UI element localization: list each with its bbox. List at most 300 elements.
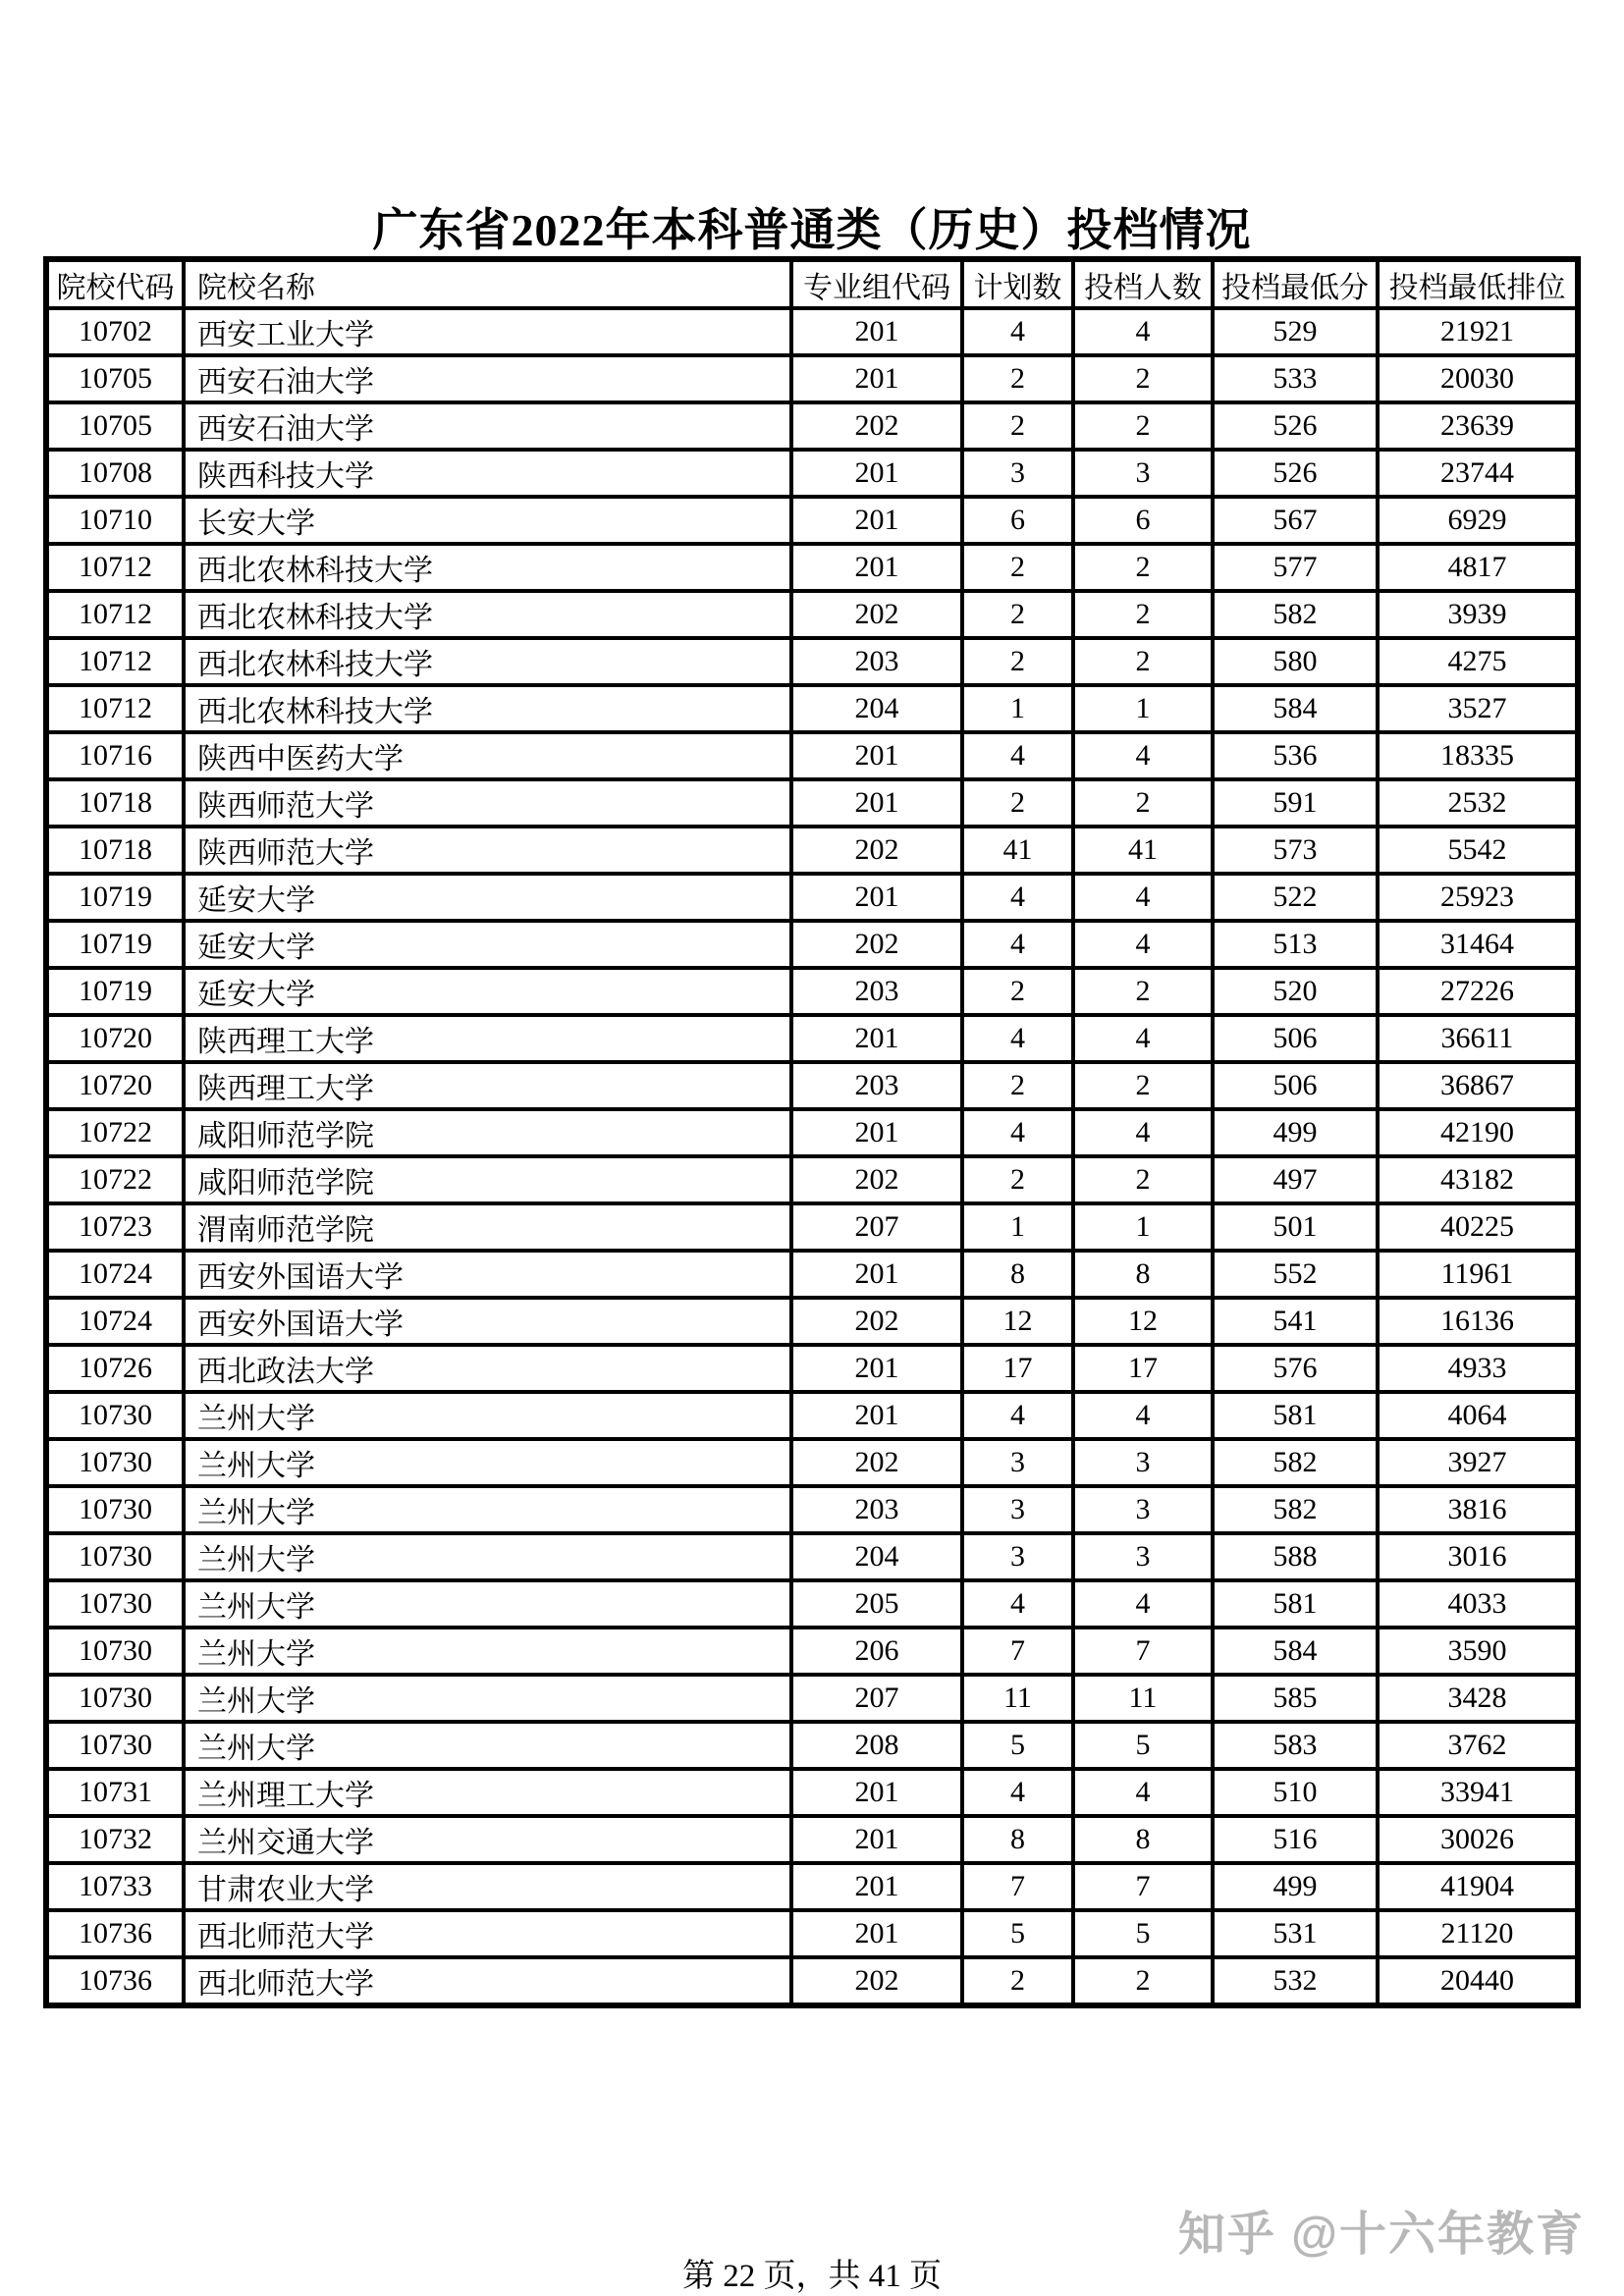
cell-applicant-count: 8: [1073, 1816, 1213, 1863]
cell-college-code: 10718: [46, 779, 184, 827]
cell-college-code: 10722: [46, 1156, 184, 1203]
table-row: [46, 968, 1578, 1015]
table-row: [46, 779, 1578, 827]
cell-major-group-code: 201: [791, 1910, 962, 1957]
cell-min-rank: 20030: [1378, 355, 1578, 402]
cell-min-rank: 41904: [1378, 1863, 1578, 1910]
cell-college-code: 10736: [46, 1910, 184, 1957]
cell-applicant-count: 6: [1073, 497, 1213, 544]
cell-plan-count: 2: [962, 1957, 1073, 2005]
cell-college-code: 10730: [46, 1533, 184, 1580]
cell-applicant-count: 3: [1073, 1486, 1213, 1533]
table-row: [46, 497, 1578, 544]
cell-college-name: 兰州大学: [184, 1392, 791, 1439]
cell-major-group-code: 201: [791, 1109, 962, 1156]
column-header-college-name: 院校名称: [184, 259, 791, 308]
cell-major-group-code: 201: [791, 544, 962, 591]
cell-min-score: 533: [1213, 355, 1378, 402]
table-row: [46, 1816, 1578, 1863]
cell-applicant-count: 2: [1073, 638, 1213, 685]
cell-min-rank: 4064: [1378, 1392, 1578, 1439]
cell-plan-count: 2: [962, 638, 1073, 685]
cell-applicant-count: 2: [1073, 1957, 1213, 2005]
cell-applicant-count: 12: [1073, 1298, 1213, 1345]
cell-min-score: 567: [1213, 497, 1378, 544]
cell-min-rank: 4033: [1378, 1580, 1578, 1628]
cell-plan-count: 4: [962, 1580, 1073, 1628]
cell-college-code: 10722: [46, 1109, 184, 1156]
cell-college-code: 10712: [46, 685, 184, 732]
cell-plan-count: 12: [962, 1298, 1073, 1345]
cell-min-rank: 11961: [1378, 1251, 1578, 1298]
cell-college-name: 延安大学: [184, 968, 791, 1015]
cell-min-score: 516: [1213, 1816, 1378, 1863]
table-row: [46, 544, 1578, 591]
cell-applicant-count: 4: [1073, 1109, 1213, 1156]
cell-college-name: 陕西科技大学: [184, 450, 791, 497]
cell-major-group-code: 202: [791, 921, 962, 968]
cell-plan-count: 1: [962, 1203, 1073, 1251]
cell-min-score: 577: [1213, 544, 1378, 591]
cell-plan-count: 4: [962, 1392, 1073, 1439]
cell-major-group-code: 203: [791, 1062, 962, 1109]
table-row: [46, 827, 1578, 874]
page-number: 第 22 页，共 41 页: [682, 2259, 942, 2294]
cell-major-group-code: 202: [791, 1957, 962, 2005]
cell-major-group-code: 203: [791, 1486, 962, 1533]
cell-min-rank: 3527: [1378, 685, 1578, 732]
cell-college-name: 陕西中医药大学: [184, 732, 791, 779]
cell-plan-count: 2: [962, 1062, 1073, 1109]
cell-major-group-code: 202: [791, 1439, 962, 1486]
cell-plan-count: 2: [962, 779, 1073, 827]
cell-plan-count: 4: [962, 732, 1073, 779]
cell-min-rank: 21120: [1378, 1910, 1578, 1957]
cell-min-score: 532: [1213, 1957, 1378, 2005]
cell-min-score: 506: [1213, 1062, 1378, 1109]
table-row: [46, 1109, 1578, 1156]
cell-applicant-count: 4: [1073, 1769, 1213, 1816]
cell-college-code: 10733: [46, 1863, 184, 1910]
cell-plan-count: 5: [962, 1722, 1073, 1769]
cell-min-rank: 42190: [1378, 1109, 1578, 1156]
cell-min-rank: 6929: [1378, 497, 1578, 544]
cell-major-group-code: 201: [791, 1392, 962, 1439]
cell-min-score: 513: [1213, 921, 1378, 968]
cell-major-group-code: 202: [791, 402, 962, 450]
cell-college-code: 10731: [46, 1769, 184, 1816]
cell-min-rank: 3762: [1378, 1722, 1578, 1769]
cell-min-rank: 21921: [1378, 308, 1578, 355]
cell-min-rank: 25923: [1378, 874, 1578, 921]
cell-min-score: 501: [1213, 1203, 1378, 1251]
table-row: [46, 1345, 1578, 1392]
cell-college-name: 西北师范大学: [184, 1910, 791, 1957]
cell-plan-count: 7: [962, 1628, 1073, 1675]
cell-plan-count: 8: [962, 1816, 1073, 1863]
cell-applicant-count: 3: [1073, 1533, 1213, 1580]
cell-min-rank: 4817: [1378, 544, 1578, 591]
cell-college-name: 西北农林科技大学: [184, 591, 791, 638]
cell-major-group-code: 202: [791, 1298, 962, 1345]
cell-min-score: 522: [1213, 874, 1378, 921]
table-row: [46, 1203, 1578, 1251]
cell-college-code: 10730: [46, 1392, 184, 1439]
cell-college-code: 10719: [46, 968, 184, 1015]
column-header-college-code: 院校代码: [46, 259, 184, 308]
cell-min-rank: 36611: [1378, 1015, 1578, 1062]
cell-college-name: 陕西理工大学: [184, 1015, 791, 1062]
cell-min-rank: 16136: [1378, 1298, 1578, 1345]
cell-plan-count: 4: [962, 1109, 1073, 1156]
cell-college-code: 10719: [46, 921, 184, 968]
cell-applicant-count: 17: [1073, 1345, 1213, 1392]
cell-major-group-code: 201: [791, 1816, 962, 1863]
cell-min-score: 583: [1213, 1722, 1378, 1769]
cell-plan-count: 2: [962, 402, 1073, 450]
cell-plan-count: 3: [962, 1439, 1073, 1486]
cell-min-rank: 20440: [1378, 1957, 1578, 2005]
table-row: [46, 1251, 1578, 1298]
cell-min-rank: 43182: [1378, 1156, 1578, 1203]
table-header-row: [46, 259, 1578, 308]
cell-plan-count: 2: [962, 1156, 1073, 1203]
cell-college-name: 兰州大学: [184, 1628, 791, 1675]
cell-college-code: 10712: [46, 591, 184, 638]
cell-min-rank: 3590: [1378, 1628, 1578, 1675]
cell-min-score: 526: [1213, 402, 1378, 450]
cell-major-group-code: 203: [791, 968, 962, 1015]
cell-applicant-count: 4: [1073, 1015, 1213, 1062]
cell-college-code: 10726: [46, 1345, 184, 1392]
cell-college-code: 10724: [46, 1251, 184, 1298]
cell-plan-count: 2: [962, 355, 1073, 402]
table-row: [46, 638, 1578, 685]
cell-min-score: 584: [1213, 1628, 1378, 1675]
cell-min-score: 582: [1213, 1439, 1378, 1486]
cell-applicant-count: 1: [1073, 685, 1213, 732]
cell-major-group-code: 201: [791, 1251, 962, 1298]
cell-major-group-code: 201: [791, 1015, 962, 1062]
cell-college-name: 渭南师范学院: [184, 1203, 791, 1251]
cell-min-score: 580: [1213, 638, 1378, 685]
cell-plan-count: 2: [962, 544, 1073, 591]
table-row: [46, 1533, 1578, 1580]
cell-college-code: 10730: [46, 1628, 184, 1675]
cell-min-score: 591: [1213, 779, 1378, 827]
cell-min-rank: 3816: [1378, 1486, 1578, 1533]
cell-applicant-count: 2: [1073, 402, 1213, 450]
cell-college-code: 10702: [46, 308, 184, 355]
cell-college-code: 10730: [46, 1439, 184, 1486]
cell-applicant-count: 11: [1073, 1675, 1213, 1722]
cell-college-name: 西北师范大学: [184, 1957, 791, 2005]
cell-applicant-count: 41: [1073, 827, 1213, 874]
cell-plan-count: 6: [962, 497, 1073, 544]
cell-plan-count: 2: [962, 591, 1073, 638]
cell-college-name: 西安外国语大学: [184, 1298, 791, 1345]
cell-college-code: 10724: [46, 1298, 184, 1345]
cell-college-name: 兰州理工大学: [184, 1769, 791, 1816]
cell-major-group-code: 204: [791, 685, 962, 732]
cell-applicant-count: 2: [1073, 544, 1213, 591]
cell-min-score: 541: [1213, 1298, 1378, 1345]
table-row: [46, 402, 1578, 450]
watermark: 知乎 @十六年教育: [1177, 2209, 1585, 2261]
cell-college-name: 西北农林科技大学: [184, 685, 791, 732]
cell-major-group-code: 201: [791, 1345, 962, 1392]
cell-min-score: 581: [1213, 1580, 1378, 1628]
table-row: [46, 1722, 1578, 1769]
cell-major-group-code: 202: [791, 1156, 962, 1203]
cell-plan-count: 3: [962, 1533, 1073, 1580]
cell-plan-count: 4: [962, 921, 1073, 968]
cell-college-name: 兰州大学: [184, 1580, 791, 1628]
cell-college-name: 西北政法大学: [184, 1345, 791, 1392]
cell-college-name: 西安石油大学: [184, 355, 791, 402]
cell-min-rank: 2532: [1378, 779, 1578, 827]
cell-plan-count: 4: [962, 308, 1073, 355]
table-row: [46, 1439, 1578, 1486]
cell-min-score: 520: [1213, 968, 1378, 1015]
table-row: [46, 1863, 1578, 1910]
table-row: [46, 1628, 1578, 1675]
cell-applicant-count: 2: [1073, 1156, 1213, 1203]
cell-applicant-count: 4: [1073, 308, 1213, 355]
cell-min-score: 499: [1213, 1109, 1378, 1156]
cell-college-code: 10719: [46, 874, 184, 921]
cell-min-score: 552: [1213, 1251, 1378, 1298]
column-header-applicant-count: 投档人数: [1073, 259, 1213, 308]
cell-min-score: 582: [1213, 591, 1378, 638]
cell-college-name: 西北农林科技大学: [184, 638, 791, 685]
cell-applicant-count: 3: [1073, 450, 1213, 497]
column-header-min-rank: 投档最低排位: [1378, 259, 1578, 308]
cell-plan-count: 8: [962, 1251, 1073, 1298]
cell-plan-count: 5: [962, 1910, 1073, 1957]
table-row: [46, 1062, 1578, 1109]
cell-college-name: 延安大学: [184, 921, 791, 968]
cell-min-score: 581: [1213, 1392, 1378, 1439]
cell-college-name: 兰州大学: [184, 1675, 791, 1722]
cell-major-group-code: 202: [791, 591, 962, 638]
cell-major-group-code: 206: [791, 1628, 962, 1675]
cell-major-group-code: 201: [791, 355, 962, 402]
cell-plan-count: 7: [962, 1863, 1073, 1910]
cell-applicant-count: 4: [1073, 1392, 1213, 1439]
cell-applicant-count: 2: [1073, 779, 1213, 827]
cell-college-code: 10723: [46, 1203, 184, 1251]
table-row: [46, 450, 1578, 497]
cell-major-group-code: 208: [791, 1722, 962, 1769]
cell-college-code: 10736: [46, 1957, 184, 2005]
cell-applicant-count: 2: [1073, 591, 1213, 638]
cell-college-code: 10712: [46, 638, 184, 685]
cell-min-rank: 4275: [1378, 638, 1578, 685]
cell-min-rank: 36867: [1378, 1062, 1578, 1109]
cell-college-name: 陕西理工大学: [184, 1062, 791, 1109]
cell-major-group-code: 201: [791, 497, 962, 544]
cell-min-score: 584: [1213, 685, 1378, 732]
cell-min-score: 536: [1213, 732, 1378, 779]
table-row: [46, 1675, 1578, 1722]
cell-college-code: 10718: [46, 827, 184, 874]
table-row: [46, 685, 1578, 732]
table-row: [46, 1156, 1578, 1203]
cell-applicant-count: 2: [1073, 355, 1213, 402]
cell-college-name: 咸阳师范学院: [184, 1156, 791, 1203]
cell-major-group-code: 207: [791, 1675, 962, 1722]
cell-applicant-count: 4: [1073, 874, 1213, 921]
cell-college-name: 西安石油大学: [184, 402, 791, 450]
cell-college-name: 兰州大学: [184, 1722, 791, 1769]
column-header-plan-count: 计划数: [962, 259, 1073, 308]
table-row: [46, 1392, 1578, 1439]
cell-major-group-code: 201: [791, 1863, 962, 1910]
cell-college-code: 10730: [46, 1722, 184, 1769]
table-row: [46, 1957, 1578, 2005]
cell-min-score: 531: [1213, 1910, 1378, 1957]
cell-college-name: 兰州交通大学: [184, 1816, 791, 1863]
cell-plan-count: 3: [962, 450, 1073, 497]
cell-applicant-count: 1: [1073, 1203, 1213, 1251]
cell-college-name: 兰州大学: [184, 1486, 791, 1533]
cell-applicant-count: 3: [1073, 1439, 1213, 1486]
cell-applicant-count: 4: [1073, 732, 1213, 779]
cell-applicant-count: 5: [1073, 1910, 1213, 1957]
cell-applicant-count: 8: [1073, 1251, 1213, 1298]
table-row: [46, 308, 1578, 355]
cell-college-code: 10705: [46, 402, 184, 450]
cell-plan-count: 11: [962, 1675, 1073, 1722]
cell-college-code: 10720: [46, 1062, 184, 1109]
cell-college-code: 10730: [46, 1486, 184, 1533]
cell-min-score: 499: [1213, 1863, 1378, 1910]
cell-college-name: 西安工业大学: [184, 308, 791, 355]
cell-min-rank: 33941: [1378, 1769, 1578, 1816]
cell-applicant-count: 4: [1073, 921, 1213, 968]
cell-major-group-code: 201: [791, 1769, 962, 1816]
cell-college-name: 陕西师范大学: [184, 779, 791, 827]
table-row: [46, 1298, 1578, 1345]
cell-applicant-count: 2: [1073, 1062, 1213, 1109]
cell-min-rank: 5542: [1378, 827, 1578, 874]
table-row: [46, 1769, 1578, 1816]
cell-min-rank: 23744: [1378, 450, 1578, 497]
cell-college-code: 10732: [46, 1816, 184, 1863]
cell-college-name: 咸阳师范学院: [184, 1109, 791, 1156]
cell-applicant-count: 4: [1073, 1580, 1213, 1628]
cell-plan-count: 4: [962, 874, 1073, 921]
table-body: [46, 308, 1578, 2005]
cell-college-name: 甘肃农业大学: [184, 1863, 791, 1910]
cell-college-name: 兰州大学: [184, 1439, 791, 1486]
cell-major-group-code: 203: [791, 638, 962, 685]
cell-major-group-code: 201: [791, 450, 962, 497]
table-row: [46, 874, 1578, 921]
cell-applicant-count: 7: [1073, 1863, 1213, 1910]
cell-plan-count: 4: [962, 1015, 1073, 1062]
cell-min-score: 573: [1213, 827, 1378, 874]
column-header-major-group-code: 专业组代码: [791, 259, 962, 308]
cell-plan-count: 1: [962, 685, 1073, 732]
cell-major-group-code: 201: [791, 308, 962, 355]
cell-college-code: 10712: [46, 544, 184, 591]
cell-college-code: 10705: [46, 355, 184, 402]
cell-applicant-count: 5: [1073, 1722, 1213, 1769]
table-row: [46, 921, 1578, 968]
cell-college-code: 10708: [46, 450, 184, 497]
table-row: [46, 1580, 1578, 1628]
cell-major-group-code: 201: [791, 732, 962, 779]
cell-plan-count: 41: [962, 827, 1073, 874]
admission-table: [43, 256, 1581, 2008]
table-row: [46, 591, 1578, 638]
cell-min-rank: 23639: [1378, 402, 1578, 450]
cell-college-name: 延安大学: [184, 874, 791, 921]
cell-college-name: 西北农林科技大学: [184, 544, 791, 591]
cell-major-group-code: 204: [791, 1533, 962, 1580]
cell-college-code: 10730: [46, 1580, 184, 1628]
cell-major-group-code: 201: [791, 874, 962, 921]
cell-major-group-code: 201: [791, 779, 962, 827]
cell-college-code: 10716: [46, 732, 184, 779]
column-header-min-score: 投档最低分: [1213, 259, 1378, 308]
cell-min-rank: 18335: [1378, 732, 1578, 779]
cell-min-rank: 3428: [1378, 1675, 1578, 1722]
table-row: [46, 1486, 1578, 1533]
cell-min-rank: 30026: [1378, 1816, 1578, 1863]
table-row: [46, 1015, 1578, 1062]
cell-min-rank: 4933: [1378, 1345, 1578, 1392]
cell-plan-count: 2: [962, 968, 1073, 1015]
cell-min-rank: 40225: [1378, 1203, 1578, 1251]
cell-min-rank: 3939: [1378, 591, 1578, 638]
cell-min-rank: 3927: [1378, 1439, 1578, 1486]
cell-min-score: 506: [1213, 1015, 1378, 1062]
cell-college-code: 10730: [46, 1675, 184, 1722]
cell-major-group-code: 202: [791, 827, 962, 874]
cell-min-score: 576: [1213, 1345, 1378, 1392]
cell-plan-count: 3: [962, 1486, 1073, 1533]
cell-college-name: 陕西师范大学: [184, 827, 791, 874]
page-title: 广东省2022年本科普通类（历史）投档情况: [372, 205, 1252, 255]
cell-min-score: 526: [1213, 450, 1378, 497]
cell-applicant-count: 2: [1073, 968, 1213, 1015]
cell-min-score: 497: [1213, 1156, 1378, 1203]
cell-min-score: 585: [1213, 1675, 1378, 1722]
cell-min-score: 529: [1213, 308, 1378, 355]
table-row: [46, 355, 1578, 402]
cell-min-rank: 31464: [1378, 921, 1578, 968]
table-row: [46, 732, 1578, 779]
cell-college-code: 10720: [46, 1015, 184, 1062]
cell-plan-count: 4: [962, 1769, 1073, 1816]
cell-plan-count: 17: [962, 1345, 1073, 1392]
cell-college-name: 长安大学: [184, 497, 791, 544]
table-row: [46, 1910, 1578, 1957]
cell-college-name: 兰州大学: [184, 1533, 791, 1580]
cell-min-score: 582: [1213, 1486, 1378, 1533]
cell-college-code: 10710: [46, 497, 184, 544]
cell-min-score: 510: [1213, 1769, 1378, 1816]
cell-applicant-count: 7: [1073, 1628, 1213, 1675]
cell-college-name: 西安外国语大学: [184, 1251, 791, 1298]
cell-min-score: 588: [1213, 1533, 1378, 1580]
cell-major-group-code: 205: [791, 1580, 962, 1628]
cell-min-rank: 27226: [1378, 968, 1578, 1015]
cell-min-rank: 3016: [1378, 1533, 1578, 1580]
